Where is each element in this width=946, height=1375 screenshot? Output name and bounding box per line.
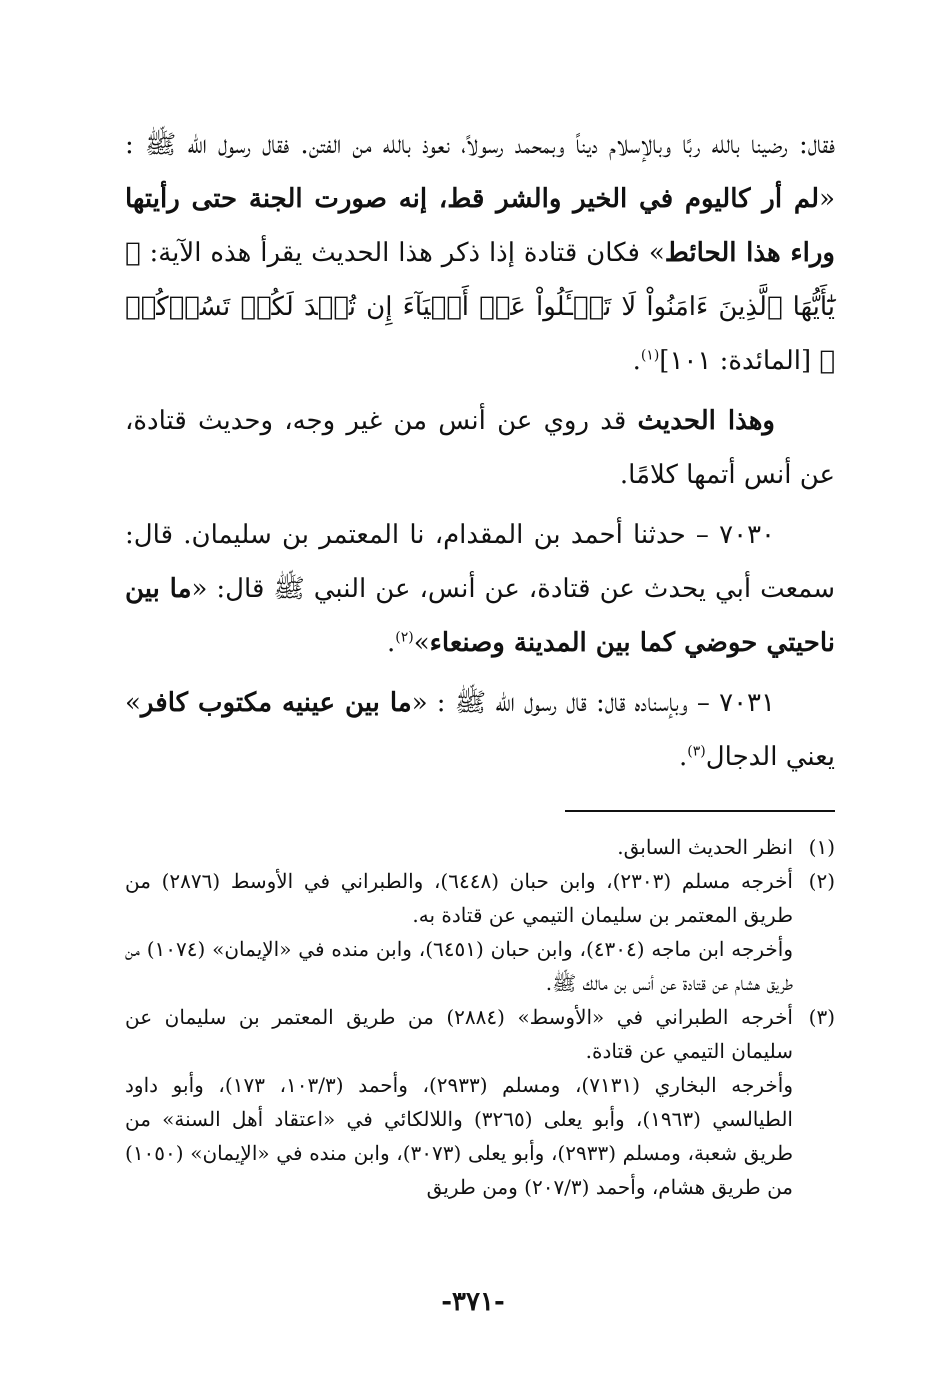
footnote-text: وأخرجه ابن ماجه (٤٣٠٤)، وابن حبان (٦٤٥١)، وابن منده في «الإيمان» (١٠٧٤) من طريق هشام عن قتادة عن أنس بن مالك ﷺ.: [125, 937, 794, 995]
footnote-ref-2: (٢): [395, 629, 414, 646]
text: .: [679, 742, 688, 772]
hadith-text: ما بين عينيه مكتوب كافر: [140, 688, 412, 718]
paragraph-1: [125, 118, 835, 388]
text: فقال: رضينا بالله ربًا وبالإسلام ديناً وبمحمد رسولاً، نعوذ بالله من الفتن. فقال رسول الله ﷺ : «: [125, 130, 835, 214]
text: قد روي عن أنس من غير وجه، وحديث قتادة، عن أنس أتمها كلامًا.: [125, 406, 835, 490]
bold-lead: وهذا الحديث: [637, 406, 775, 436]
footnote-3: [125, 1000, 835, 1204]
footnote-ref-1: (١): [640, 347, 660, 364]
footnote-number: (٣): [808, 1005, 835, 1029]
text: ٧٠٣٠ – حدثنا أحمد بن المقدام، نا المعتمر بن سليمان. قال: سمعت أبي يحدث عن قتادة، عن أنس، عن النبي ﷺ قال: «: [125, 520, 835, 604]
footnote-text: وأخرجه البخاري (٧١٣١)، ومسلم (٢٩٣٣)، وأحمد (١٠٣/٣، ١٧٣)، وأبو داود الطيالسي (١٩٦٣)، وأبو يعلى (٣٢٦٥) واللالكائي في «اعتقاد أهل السنة» من طريق شعبة، ومسلم (٢٩٣٣)، وأبو يعلى (٣٠٧٣)، وابن منده في «الإيمان» (١٠٥٠) من طريق هشام، وأحمد (٢٠٧/٣) ومن طريق: [125, 1073, 794, 1199]
page-content: [125, 118, 835, 1204]
hadith-text: لم أر كاليوم في الخير والشر قط، إنه صورت الجنة حتى رأيتها وراء هذا الحائط: [125, 184, 835, 268]
footnote-body: [125, 830, 793, 864]
text: » فكان قتادة إذا ذكر هذا الحديث يقرأ هذه الآية: ﴿ يَٰٓأَيُّهَا ٱلَّذِينَ ءَامَنُواْ لَا تَسۡـَٔلُواْ عَنۡ أَشۡيَآءَ إِن تُبۡدَ لَكُمۡ تَسُؤۡكُمۡ ﴾ [المائدة: ١٠١]: [125, 238, 835, 376]
footnote-text: أخرجه الطبراني في «الأوسط» (٢٨٨٤) من طريق المعتمر بن سليمان عن سليمان التيمي عن قتادة.: [125, 1005, 793, 1063]
main-text: [125, 118, 835, 784]
footnote-text: انظر الحديث السابق.: [617, 835, 793, 859]
footnote-body: [125, 1000, 793, 1204]
text: » يعني الدجال: [125, 688, 835, 772]
footnote-ref-3: (٣): [687, 743, 706, 760]
hadith-7031: [125, 676, 835, 784]
footnote-divider: [565, 810, 835, 812]
text: .: [632, 346, 641, 376]
footnotes: [125, 830, 835, 1204]
hadith-text: ما بين ناحيتي حوضي كما بين المدينة وصنعاء: [125, 574, 835, 658]
text: ٧٠٣١ – وبإسناده قال: قال رسول الله ﷺ : «: [411, 688, 775, 718]
footnote-1: [125, 830, 835, 864]
paragraph-2: [125, 394, 835, 502]
page-number: -٣٧١-: [441, 1287, 505, 1317]
text: »: [413, 628, 430, 658]
footnote-body: [125, 864, 793, 1000]
text: .: [387, 628, 396, 658]
footnote-2: [125, 864, 835, 1000]
footnote-number: (٢): [808, 869, 835, 893]
hadith-7030: [125, 508, 835, 670]
footnote-number: (١): [808, 835, 835, 859]
footnote-text: أخرجه مسلم (٢٣٠٣)، وابن حبان (٦٤٤٨)، والطبراني في الأوسط (٢٨٧٦) من طريق المعتمر بن سليمان التيمي عن قتادة به.: [125, 869, 793, 927]
